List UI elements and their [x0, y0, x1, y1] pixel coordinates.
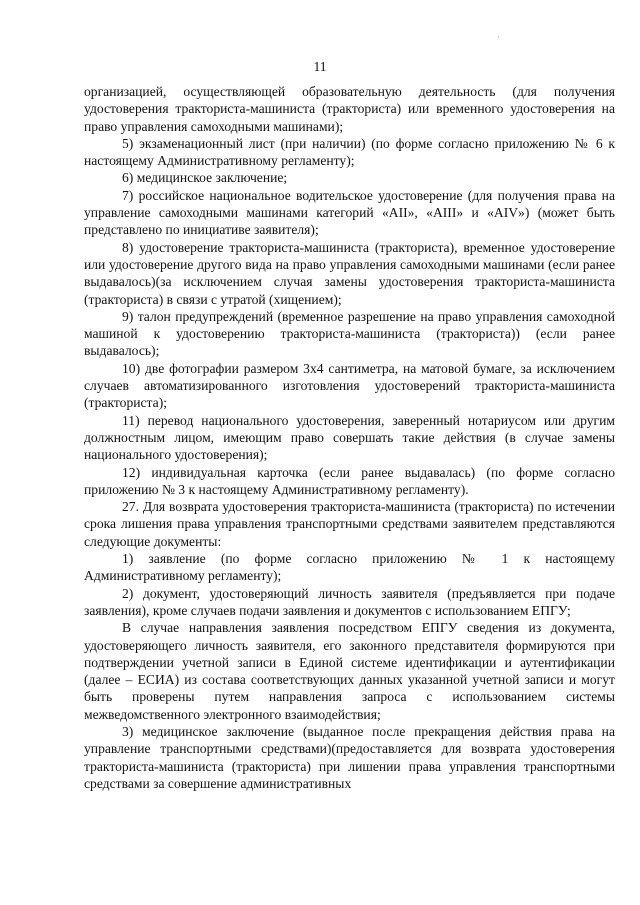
document-body	[84, 83, 615, 792]
list-item-12: 12) индивидуальная карточка (если ранее выдавалась) (по форме согласно приложению № 3 к настоящему Административному регламенту).	[84, 464, 615, 497]
section-27-item-2: 2) документ, удостоверяющий личность заявителя (предъявляется при подаче заявления), кроме случаев подачи заявления и документов с использованием ЕПГУ;	[84, 585, 615, 618]
section-27: 27. Для возврата удостоверения тракториста-машиниста (тракториста) по истечении срока лишения права управления транспортными средствами заявителем представляются следующие документы:	[84, 499, 615, 549]
list-item-11: 11) перевод национального удостоверения, заверенный нотариусом или другим должностным лицом, имеющим право совершать такие действия (в случае замены национального удостоверения);	[84, 412, 615, 463]
scan-mark: ·	[497, 33, 500, 42]
list-item-8: 8) удостоверение тракториста-машиниста (тракториста), временное удостоверение или удостоверение другого вида на право управления самоходными машинами (если ранее выдавалось)(за исключением случая замены удостоверения тракториста-машиниста (тракториста) в связи с утратой (хищением);	[84, 239, 615, 307]
list-item-5: 5) экзаменационный лист (при наличии) (по форме согласно приложению № 6 к настоящему Административному регламенту);	[84, 135, 615, 169]
list-item-10: 10) две фотографии размером 3х4 сантиметра, на матовой бумаге, за исключением случаев автоматизированного изготовления удостоверений тракториста-машиниста (тракториста);	[84, 360, 615, 411]
paragraph-continuation: организацией, осуществляющей образовательную деятельность (для получения удостоверения тракториста-машиниста (тракториста) или временного удостоверения на право управления самоходными машинами);	[84, 84, 615, 134]
epgu-paragraph: В случае направления заявления посредством ЕПГУ сведения из документа, удостоверяющего личность заявителя, его законного представителя формируются при подтверждении учетной записи в Единой системе идентификации и аутентификации (далее – ЕСИА) из состава соответствующих данных указанной учетной записи и могут быть проверены путем направления запроса с использованием системы межведомственного электронного взаимодействия;	[84, 620, 615, 722]
section-27-item-1: 1) заявление (по форме согласно приложению № 1 к настоящему Административному регламенту);	[84, 551, 615, 584]
page-number: 11	[313, 59, 327, 74]
section-27-item-3: 3) медицинское заключение (выданное после прекращения действия права на управление транспортными средствами)(предоставляется для возврата удостоверения тракториста-машиниста (тракториста) при лишении права управления транспортными средствами за совершение административных	[84, 723, 615, 791]
list-item-9: 9) талон предупреждений (временное разрешение на право управления самоходной машиной к удостоверению тракториста-машиниста (тракториста)) (если ранее выдавалось);	[84, 308, 615, 359]
list-item-7: 7) российское национальное водительское удостоверение (для получения права на управление самоходными машинами категорий «AII», «AIII» и «AIV») (может быть представлено по инициативе заявителя);	[84, 187, 615, 238]
list-item-6: 6) медицинское заключение;	[122, 170, 288, 186]
